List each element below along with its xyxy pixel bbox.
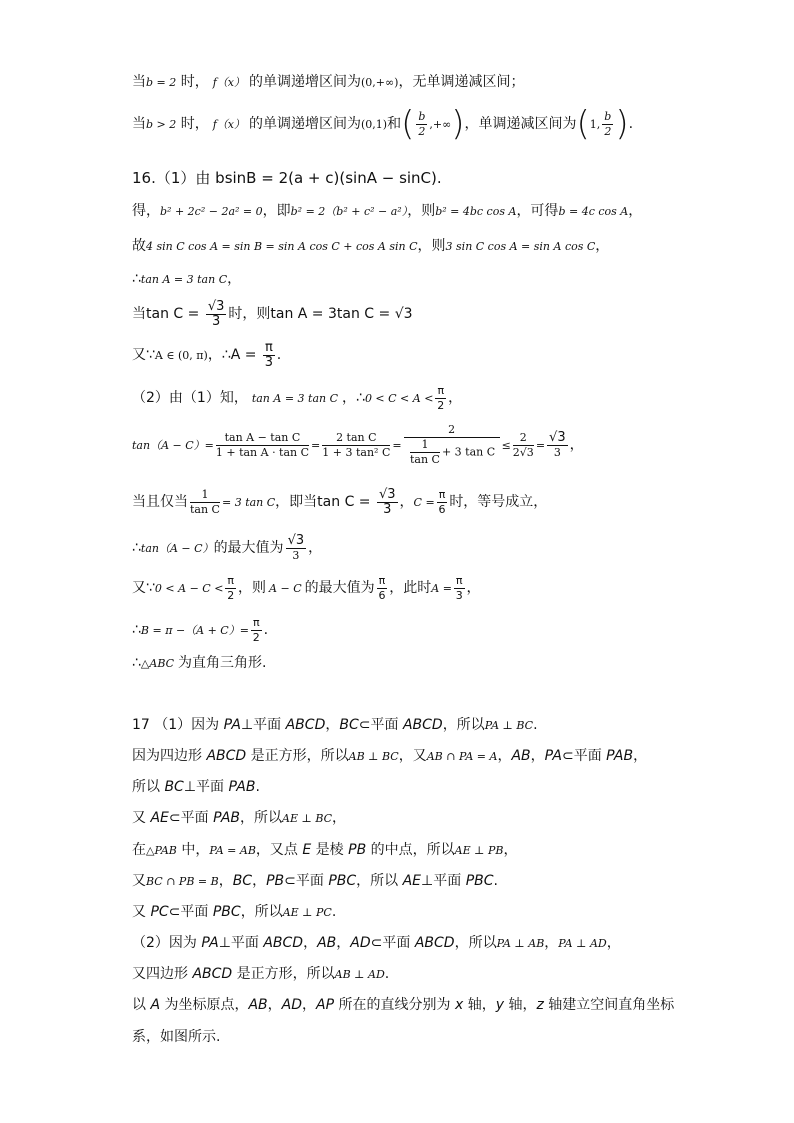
text: 又∵ xyxy=(132,347,155,363)
text: ， xyxy=(503,842,518,858)
fraction xyxy=(404,423,500,467)
math: PA ⊥ BC xyxy=(484,719,534,732)
text: ，即 xyxy=(262,203,291,219)
text-line xyxy=(132,72,524,93)
text: 因为四边形 xyxy=(132,748,207,764)
text: 轴建立空间直角坐标 xyxy=(543,997,675,1013)
text: tan A − tan C xyxy=(216,431,309,446)
text: PA xyxy=(223,717,241,733)
text: A xyxy=(150,997,161,1013)
text: 的单调递增区间为 xyxy=(248,116,361,132)
text: ⊥平面 xyxy=(183,779,229,795)
fraction xyxy=(251,616,262,645)
text: ，又 xyxy=(398,748,427,764)
math: PA ⊥ AB xyxy=(496,937,545,950)
text: ， xyxy=(227,271,242,287)
text: 17 （1）因为 xyxy=(132,717,224,733)
text-line xyxy=(132,201,642,222)
fraction xyxy=(206,300,227,329)
text: 3 xyxy=(553,445,561,459)
text: ， xyxy=(308,540,323,556)
text: ， xyxy=(569,437,584,453)
text: ABCD xyxy=(206,748,247,764)
math: 1, xyxy=(589,118,601,131)
text: b xyxy=(604,109,612,123)
text: PB xyxy=(348,842,367,858)
text: . xyxy=(276,347,282,363)
text: 2 xyxy=(513,431,534,446)
text: ， xyxy=(633,748,648,764)
text: PB xyxy=(266,873,285,889)
text: = xyxy=(392,439,402,452)
text: PAB xyxy=(228,779,256,795)
text: ，又点 xyxy=(255,842,303,858)
text: ⊥平面 xyxy=(240,717,286,733)
text: 所在的直线分别为 xyxy=(334,997,455,1013)
text: ，即当tan C = xyxy=(275,494,375,510)
text: ⊂平面 xyxy=(168,904,213,920)
text: 当且仅当 xyxy=(132,494,188,510)
math: = 3 tan C xyxy=(221,496,276,509)
fraction xyxy=(454,574,465,603)
math: b = 2 xyxy=(146,76,177,89)
text: E xyxy=(302,842,312,858)
text: 又四边形 xyxy=(132,966,193,982)
text: ， xyxy=(252,873,267,889)
text-line xyxy=(132,482,547,523)
text: AB xyxy=(248,997,268,1013)
text: π xyxy=(455,573,463,587)
math: PA = AB xyxy=(209,844,256,857)
text: ⊂平面 xyxy=(358,717,403,733)
text: AD xyxy=(281,997,303,1013)
math: △PAB xyxy=(146,844,177,857)
text: 的单调递增区间为 xyxy=(248,74,361,90)
text: 又 xyxy=(132,904,151,920)
text: 3 xyxy=(455,588,463,602)
fraction xyxy=(263,341,275,370)
text: ， xyxy=(595,238,610,254)
text-line xyxy=(132,808,346,829)
math: (0,1) xyxy=(360,118,388,131)
text: 1 xyxy=(190,488,220,503)
text-line xyxy=(132,871,498,892)
math: f（x） xyxy=(212,118,245,131)
text: 3 xyxy=(383,501,392,517)
text: ， xyxy=(448,390,463,406)
text: AE xyxy=(150,810,169,826)
text: 6 xyxy=(438,502,446,516)
text: ∴ xyxy=(132,655,141,671)
text: AE xyxy=(402,873,422,889)
fraction xyxy=(190,488,220,517)
text: π xyxy=(252,615,260,629)
text: . xyxy=(533,717,538,733)
text: 是棱 xyxy=(311,842,349,858)
text-line xyxy=(132,337,281,374)
math: C = xyxy=(413,496,435,509)
text: ⊂平面 xyxy=(370,935,415,951)
text: ， xyxy=(218,873,233,889)
fraction xyxy=(416,110,427,139)
text: . xyxy=(263,622,269,638)
text: 得， xyxy=(132,203,160,219)
text: = xyxy=(311,439,321,452)
fraction xyxy=(377,488,398,517)
text: 16.（1）由 bsinB = 2(a + c)(sinA − sinC). xyxy=(132,169,442,187)
text: ， xyxy=(628,203,643,219)
text: ABCD xyxy=(285,717,326,733)
text: 的最大值为 xyxy=(213,540,284,556)
math: b² = 2（b² + c² − a²） xyxy=(290,205,408,218)
math: AE ⊥ PC xyxy=(282,906,332,919)
text: 是正方形，所以 xyxy=(246,748,349,764)
text: ，单调递减区间为 xyxy=(464,116,577,132)
text: 中， xyxy=(176,842,210,858)
text: ， xyxy=(302,997,317,1013)
text: π xyxy=(227,573,235,587)
text: + 3 tan C xyxy=(441,445,496,459)
text: . xyxy=(384,966,390,982)
text: . xyxy=(493,873,498,889)
text: ⊂平面 xyxy=(168,810,214,826)
math: AE ⊥ BC xyxy=(282,812,333,825)
text: 和 xyxy=(387,116,402,132)
paren-close: ) xyxy=(615,104,629,144)
text-line xyxy=(132,236,609,257)
math: BC ∩ PB = B xyxy=(146,875,219,888)
math: B = π −（A + C）= xyxy=(140,624,249,637)
text: ∴ xyxy=(132,271,141,287)
math: 3 sin C cos A = sin A cos C xyxy=(445,240,596,253)
text-line xyxy=(132,933,621,954)
text: ， xyxy=(336,935,351,951)
text: BC xyxy=(164,779,184,795)
fraction xyxy=(225,574,236,603)
text: π xyxy=(378,573,386,587)
text: tan C xyxy=(190,502,220,516)
text: . xyxy=(255,779,260,795)
text: x xyxy=(454,997,464,1013)
text: ，所以 xyxy=(356,873,403,889)
text: 又∵ xyxy=(132,580,155,596)
text-line xyxy=(132,570,481,607)
text-line xyxy=(132,296,413,332)
paren-close: ) xyxy=(451,104,465,144)
fraction xyxy=(216,431,309,460)
text: y xyxy=(495,997,505,1013)
equation-line xyxy=(132,420,584,471)
text: PA xyxy=(544,748,562,764)
text-line xyxy=(132,106,633,143)
text: （2）由（1）知， xyxy=(132,390,248,406)
text: . xyxy=(628,116,634,132)
fraction xyxy=(437,488,448,517)
text: BC xyxy=(232,873,253,889)
text: ∴ xyxy=(132,540,141,556)
text: ，所以 xyxy=(442,717,485,733)
math: b = 4c cos A xyxy=(558,205,629,218)
paren-open: ( xyxy=(576,104,590,144)
math: AE ⊥ PB xyxy=(454,844,504,857)
math: △ABC xyxy=(140,657,175,670)
text: π xyxy=(437,383,445,397)
math: ,+∞ xyxy=(429,118,452,131)
text: 1 xyxy=(410,438,440,453)
text: z xyxy=(536,997,544,1013)
text: √3 xyxy=(287,532,305,548)
math: tan A = 3 tan C xyxy=(251,392,339,405)
text: ABCD xyxy=(402,717,443,733)
text-line xyxy=(132,995,674,1015)
text: 2 xyxy=(227,588,235,602)
text: 2 xyxy=(437,398,445,412)
text: √3 xyxy=(207,298,225,314)
text-line xyxy=(132,269,241,290)
text-line xyxy=(132,746,647,767)
text: 时，则tan A = 3tan C = xyxy=(228,306,395,322)
math: √3 xyxy=(394,306,413,322)
text: 在 xyxy=(132,842,146,858)
text: 系，如图所示. xyxy=(132,1029,221,1045)
text-line xyxy=(132,380,462,417)
math: b > 2 xyxy=(146,118,177,131)
text: 的中点，所以 xyxy=(366,842,455,858)
text: ，∴A = xyxy=(207,347,261,363)
text: PAB xyxy=(213,810,241,826)
math: tan A = 3 tan C xyxy=(140,273,228,286)
fraction xyxy=(410,438,440,467)
fraction xyxy=(435,384,446,413)
text: 所以 xyxy=(132,779,165,795)
text: ⊂平面 xyxy=(561,748,607,764)
text: 2 xyxy=(604,124,612,138)
text: tan C xyxy=(409,453,440,466)
text: ，此时 xyxy=(389,580,432,596)
math: f（x） xyxy=(212,76,245,89)
text: ABCD xyxy=(263,935,304,951)
text: ，则 xyxy=(417,238,446,254)
text: AB xyxy=(511,748,531,764)
text: . xyxy=(331,904,337,920)
text: ， xyxy=(606,935,621,951)
fraction xyxy=(513,431,534,460)
text: 是正方形，所以 xyxy=(232,966,335,982)
question-17-line xyxy=(132,715,538,736)
text-line xyxy=(132,528,322,569)
text: ，可得 xyxy=(516,203,559,219)
text: √3 xyxy=(378,486,396,502)
text: PAB xyxy=(606,748,634,764)
text: ，无单调递减区间； xyxy=(398,74,525,90)
text: PBC xyxy=(212,904,241,920)
text: ABCD xyxy=(414,935,455,951)
text: ， xyxy=(325,717,340,733)
text: ， xyxy=(332,810,347,826)
text-line xyxy=(132,902,336,923)
text: √3 xyxy=(549,429,566,445)
text: 以 xyxy=(132,997,151,1013)
text: ， xyxy=(303,935,318,951)
text: 为直角三角形. xyxy=(178,655,267,671)
text: AB xyxy=(317,935,337,951)
math: 4 sin C cos A = sin B = sin A cos C + cos A sin C xyxy=(146,240,418,253)
text: PC xyxy=(150,904,169,920)
math: (0,+∞) xyxy=(360,76,399,89)
text: ⊥平面 xyxy=(218,935,264,951)
text: 为坐标原点， xyxy=(160,997,249,1013)
text: ≤ xyxy=(501,439,511,452)
fraction xyxy=(377,574,388,603)
math: AB ⊥ AD xyxy=(334,968,385,981)
text: 当tan C = xyxy=(132,306,204,322)
text: ， xyxy=(530,748,545,764)
text: 当 xyxy=(132,116,146,132)
text: ⊥平面 xyxy=(421,873,466,889)
text: ABCD xyxy=(192,966,233,982)
text: 3 xyxy=(211,313,221,329)
math: PA ⊥ AD xyxy=(558,937,607,950)
text: π xyxy=(438,487,446,501)
text: 轴， xyxy=(463,997,496,1013)
text-line xyxy=(132,964,389,985)
text: 当 xyxy=(132,74,146,90)
text: 时， xyxy=(176,74,209,90)
text: = xyxy=(535,439,546,452)
paren-open: ( xyxy=(401,104,415,144)
math: b² + 2c² − 2a² = 0 xyxy=(160,205,263,218)
text: PBC xyxy=(465,873,494,889)
text: PBC xyxy=(328,873,357,889)
text: ∴ xyxy=(132,622,141,638)
text: 2 xyxy=(404,423,500,438)
text-line xyxy=(132,777,260,797)
math: b² = 4bc cos A xyxy=(435,205,517,218)
text-line xyxy=(132,1027,220,1047)
math: A − C xyxy=(269,582,302,595)
text: AP xyxy=(316,997,335,1013)
math: tan（A − C）= xyxy=(132,439,214,452)
text-line xyxy=(132,840,517,861)
fraction xyxy=(547,431,568,460)
text: ，则 xyxy=(238,580,267,596)
text: ， xyxy=(497,748,512,764)
text-line xyxy=(132,612,268,649)
text: ， xyxy=(267,997,282,1013)
text: ，∴ xyxy=(342,390,365,406)
text: PA xyxy=(201,935,219,951)
text: 轴， xyxy=(504,997,537,1013)
text: 的最大值为 xyxy=(304,580,375,596)
text: 6 xyxy=(378,588,386,602)
text: BC xyxy=(339,717,359,733)
text: 2√3 xyxy=(512,445,534,459)
text: 又 xyxy=(132,873,146,889)
text: 3 xyxy=(292,548,300,562)
text: 2 tan C xyxy=(322,431,390,446)
text: 时， xyxy=(176,116,209,132)
text: 2 xyxy=(418,124,426,138)
text: 3 xyxy=(264,354,273,370)
text: b xyxy=(418,109,426,123)
math: AB ∩ PA = A xyxy=(426,750,498,763)
math: AB ⊥ BC xyxy=(348,750,399,763)
text: AD xyxy=(350,935,371,951)
fraction xyxy=(602,110,613,139)
text: 时，等号成立， xyxy=(449,494,548,510)
text: ，则 xyxy=(407,203,436,219)
text-line xyxy=(132,653,266,674)
question-16-heading xyxy=(132,168,442,188)
text: ，所以 xyxy=(240,904,283,920)
text: 1 + tan A · tan C xyxy=(215,445,310,459)
text: （2）因为 xyxy=(132,935,202,951)
text: 又 xyxy=(132,810,151,826)
text: 故 xyxy=(132,238,146,254)
text: ， xyxy=(466,580,481,596)
text: ， xyxy=(399,494,414,510)
text: ，所以 xyxy=(454,935,497,951)
text: ⊂平面 xyxy=(284,873,329,889)
text: ，所以 xyxy=(240,810,283,826)
math: A = xyxy=(431,582,452,595)
text: ， xyxy=(544,935,559,951)
math: 0 < C < A < xyxy=(364,392,434,405)
math: 0 < A − C < xyxy=(154,582,224,595)
text: 1 + 3 tan² C xyxy=(322,445,391,459)
fraction xyxy=(322,431,390,460)
math: tan（A − C） xyxy=(140,542,214,555)
text: π xyxy=(264,339,273,355)
text: 2 xyxy=(252,630,260,644)
fraction xyxy=(286,534,307,563)
math: A ∈ (0, π) xyxy=(154,349,208,362)
